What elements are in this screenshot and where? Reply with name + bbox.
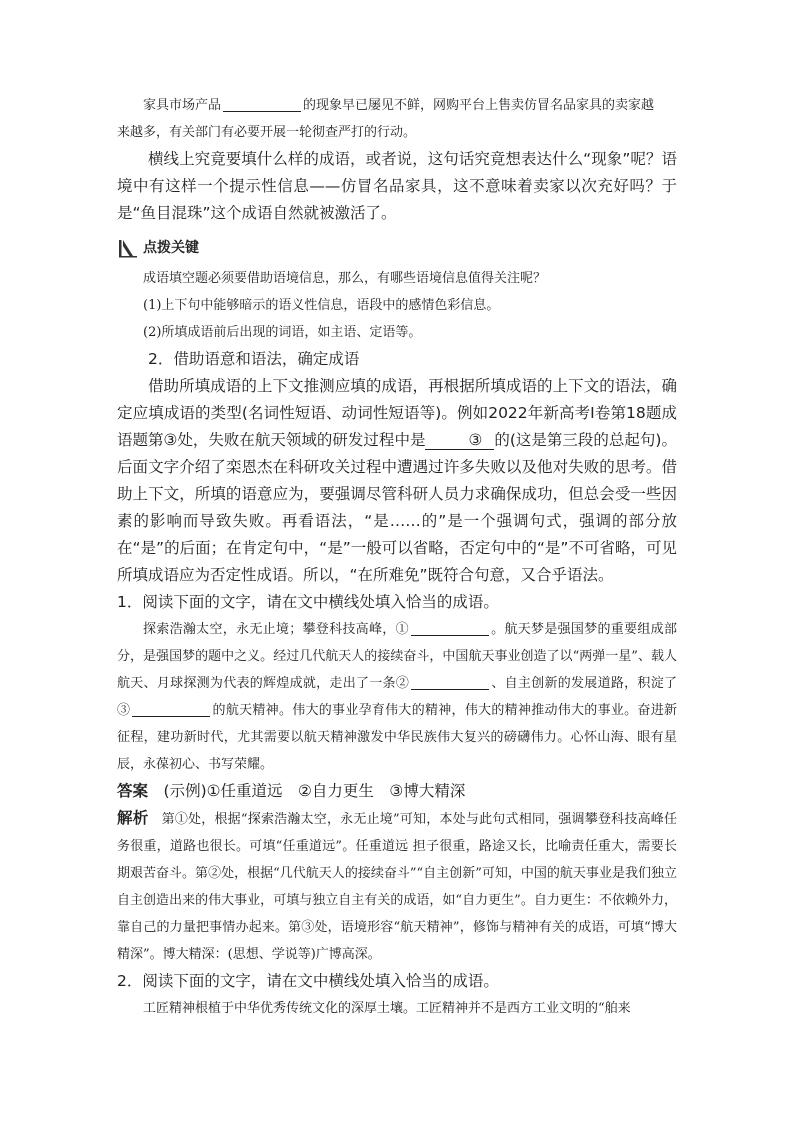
method-paragraph <box>117 373 677 589</box>
analysis-text: 第①处，根据“探索浩瀚太空，永无止境”可知，本处与此句式相同，强调攀登科技高峰任务很重，道路也很长。可填“任重道远”。任重道远 担子很重，路途又长，比喻责任重大，需要长期艰苦奋斗。第②处，根据“几代航天人的接续奋斗”“自主创新”可知，中国的航天事业是我们独立自主创造出来的伟大事业，可填与独立自主有关的成语，如“自力更生”。自力更生：不依赖外力，靠自己的力量把事情办起来。第③处，语境形容“航天精神”，修饰与精神有关的成语，可填“博大精深”。博大精深：(思想、学说等)广博高深。 <box>117 812 677 962</box>
blank-3-line <box>132 701 210 717</box>
passage-part-3: 、自主创新的发展道路，积淀了 <box>491 676 677 691</box>
blank-marker-3: ③ <box>117 703 131 718</box>
analysis-block <box>117 805 677 968</box>
blank-3: ③ <box>425 431 494 450</box>
page-content <box>117 92 677 1022</box>
section-header <box>117 235 677 261</box>
blank-marker-2: ② <box>395 676 410 691</box>
passage-part-1: 探索浩瀚太空，永无止境；攀登科技高峰， <box>143 622 396 637</box>
question-2-prompt: 2．阅读下面的文字，请在文中横线处填入恰当的成语。 <box>117 972 499 990</box>
example-text-end: 的现象早已屡见不鲜，网购平台上售卖仿冒名品家具的卖家越 <box>303 98 655 113</box>
question-2-passage: 工匠精神根植于中华优秀传统文化的深厚土壤。工匠精神并不是西方工业文明的“舶来 <box>143 1001 631 1016</box>
example-analysis: 横线上究竟要填什么样的成语，或者说，这句话究竟想表达什么“现象”呢？语境中有这样一个提示性信息——仿冒名品家具，这不意味着卖家以次充好吗？于是“鱼目混珠”这个成语自然就被激活了。 <box>117 150 677 222</box>
answer-text: (示例)①任重道远 ②自力更生 ③博大精深 <box>163 782 466 800</box>
answer-line <box>117 778 677 805</box>
blank-2 <box>411 674 489 690</box>
example-sentence <box>117 92 677 146</box>
question-1-passage <box>117 616 677 778</box>
example-text-start: 家具市场产品 <box>143 98 222 113</box>
analysis-label: 解析 <box>117 809 149 827</box>
question-1-prompt: 1．阅读下面的文字，请在文中横线处填入恰当的成语。 <box>117 593 499 611</box>
method-text-end: 的(这是第三段的总起句)。后面文字介绍了栾恩杰在科研攻关过程中遭遇过许多失败以及他对失败的思考。借助上下文，所填的语意应为，要强调尽管科研人员力求确保成功，但总会受一些因素的影响而导致失败。再看语法，“是……的”是一个强调句式，强调的部分放在“是”的后面；在肯定句中，“是”一般可以省略，否定句中的“是”不可省略，可见所填成语应为否定性成语。所以，“在所难免”既符合句意，又合乎语法。 <box>117 431 677 584</box>
section-title: 点拨关键 <box>143 240 199 256</box>
section-item-1: (1)上下句中能够暗示的语义性信息，语段中的感情色彩信息。 <box>143 298 500 313</box>
pointer-slash-icon <box>117 237 139 259</box>
section-item-2: (2)所填成语前后出现的词语，如主语、定语等。 <box>143 325 422 340</box>
example-text-line2: 来越多，有关部门有必要开展一轮彻查严打的行动。 <box>117 125 417 140</box>
answer-label: 答案 <box>117 782 149 800</box>
method-heading: 2．借助语意和语法，确定成语 <box>148 350 360 368</box>
method-text-start: 借助所填成语的上下文推测应填的成语，再根据所填成语的上下文的语法，确定应填成语的类型(名词性短语、动词性短语等)。例如2022年新高考Ⅰ卷第18题成语题第③处，失败在航天领域的研发过程中是 <box>117 377 677 449</box>
blank-1 <box>411 620 489 636</box>
answer-blank <box>223 96 301 112</box>
blank-marker-1: ① <box>395 622 409 637</box>
passage-part-4: 的航天精神。伟大的事业孕育伟大的精神，伟大的精神推动伟大的事业。奋进新征程，建功新时代，尤其需要以航天精神激发中华民族伟大复兴的磅礴伟力。心怀山海、眼有星辰，永葆初心、书写荣耀。 <box>117 703 677 772</box>
section-intro: 成语填空题必须要借助语境信息，那么，有哪些语境信息值得关注呢？ <box>143 271 547 286</box>
passage-part-2: 。航天梦是强国梦的重要组成部分，是强国梦的题中之义。经过几代航天人的接续奋斗，中国航天事业创造了以“两弹一星”、载人航天、月球探测为代表的辉煌成就，走出了一条 <box>117 622 677 691</box>
